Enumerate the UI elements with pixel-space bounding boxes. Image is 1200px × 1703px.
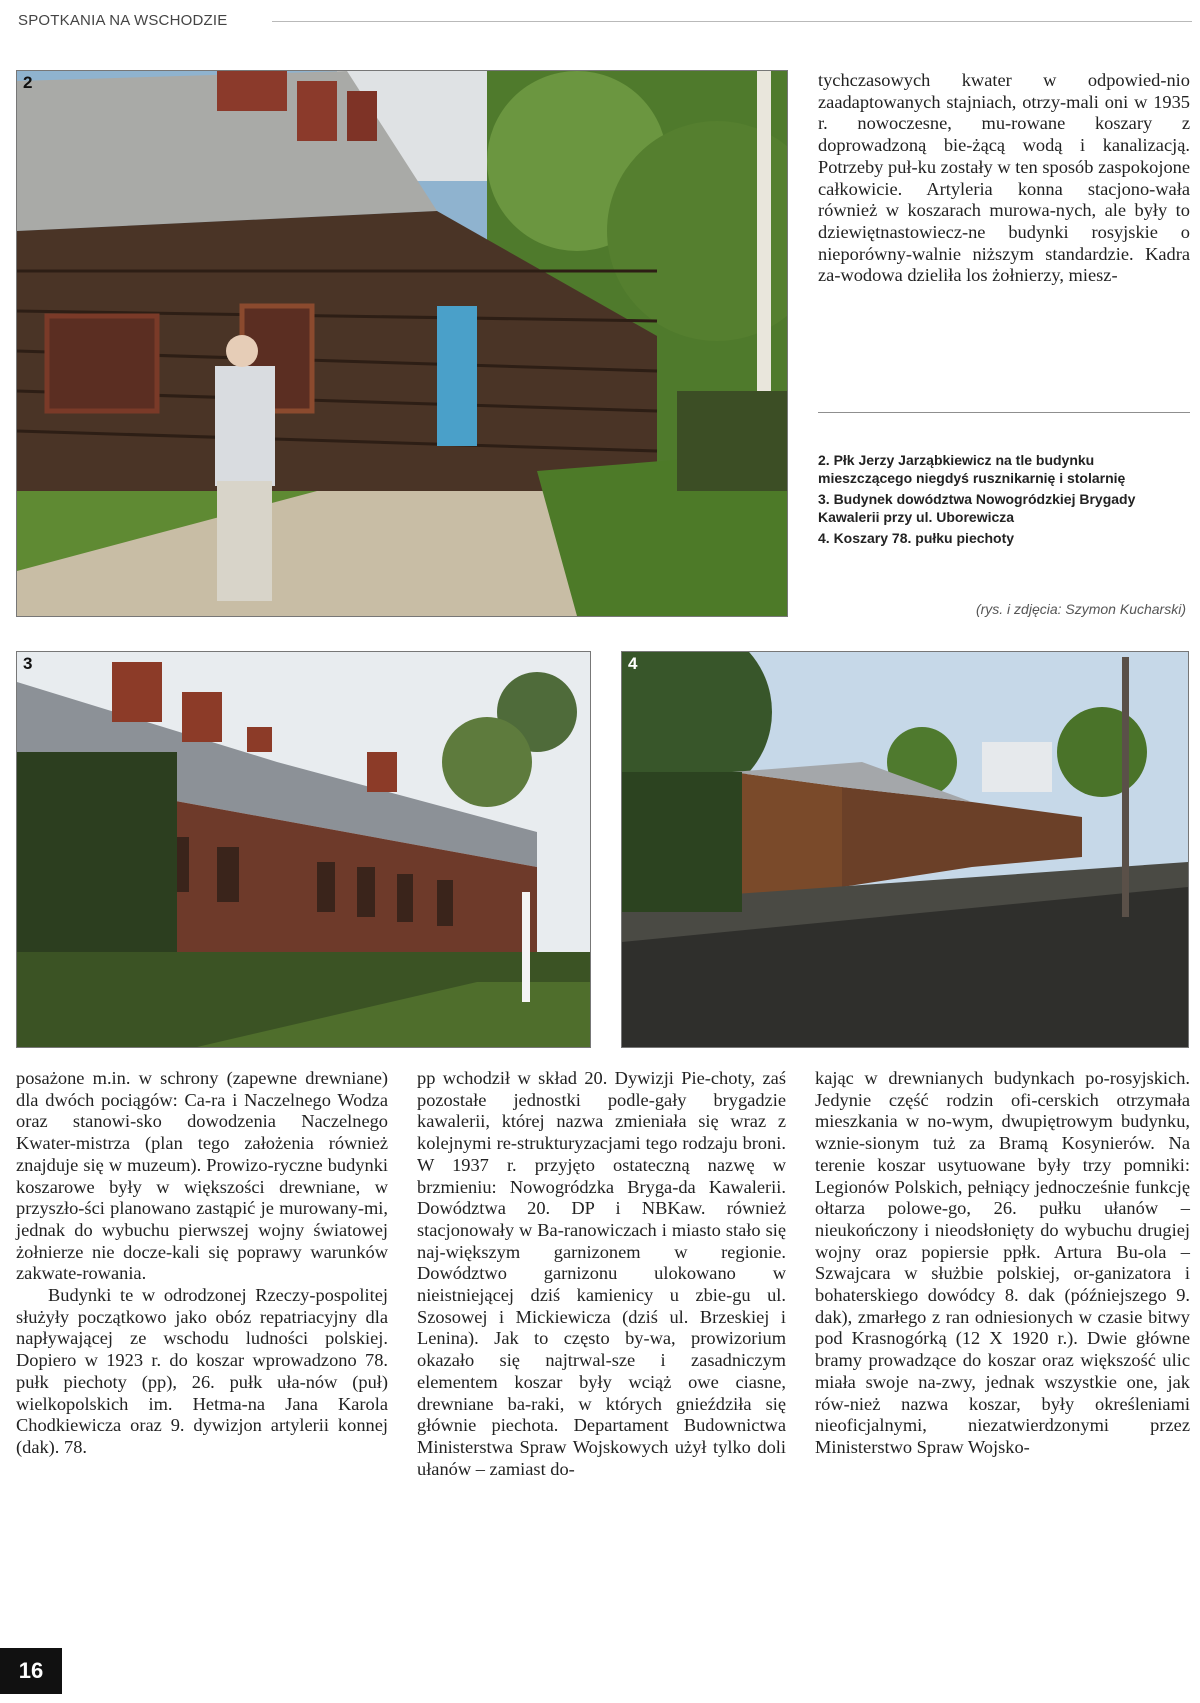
column-left-paragraph-2: Budynki te w odrodzonej Rzeczy-pospolitej służyły początkowo jako obóz repatriacyjny dla napływającej ze wschodu ludności polskiej. Dopiero w 1923 r. do koszar wprowadzono 78. pułk piechoty (pp), 26. pułk uła-nów (puł) wielkopolskich im. Hetma-na Jana Karola Chodkiewicza oraz 9. dywizjon artylerii konnej (dak). 78. — [16, 1285, 388, 1457]
photo-4 — [621, 651, 1189, 1048]
photo-4-image — [622, 652, 1188, 1047]
column-left-paragraph-1: posażone m.in. w schrony (zapewne drewniane) dla dwóch pociągów: Ca-ra i Naczelnego Wodza oraz stanowi-sko dowodzenia Naczelnego Kwater-mistrza (plan tego założenia również znajduje się w muzeum). Prowizo-ryczne budynki koszarowe były w większości drewniane, w przyszło-ści planowano zastąpić je murowany-mi, jednak do wybuchu pierwszej wojny światowej żołnierze nie docze-kali się poprawy warunków zakwate-rowania. — [16, 1068, 388, 1284]
page-number: 16 — [0, 1648, 62, 1694]
column-left — [16, 1068, 388, 1459]
caption-4: 4. Koszary 78. pułku piechoty — [818, 530, 1015, 546]
caption-2: 2. Płk Jerzy Jarząbkiewicz na tle budynku mieszczącego niegdyś rusznikarnię i stolarnię — [818, 452, 1126, 486]
caption-3: 3. Budynek dowództwa Nowogródzkiej Brygady Kawalerii przy ul. Uborewicza — [818, 491, 1136, 525]
column-middle: pp wchodził w skład 20. Dywizji Pie-choty, zaś pozostałe jednostki podle-gały brygadzie kawalerii, której nazwa zmieniała się wraz z kolejnymi re-strukturyzacjami tego rodzaju broni. W 1937 r. przyjęto ostateczną nazwę w brzmieniu: Nowogródzka Bryga-da Kawalerii. Dowództwa 20. DP i NBKaw. również stacjonowały w Ba-ranowiczach i miasto stało się naj-większym garnizonem w regionie. Dowództwo garnizonu ulokowano w nieistniejącej dziś kamienicy u zbie-gu ul. Szosowej i Mickiewicza (dziś ul. Brzeskiej i Lenina). Jak to często by-wa, prowizorium okazało się najtrwal-sze i zasadniczym elementem koszar były wciąż owe ciasne, drewniane ba-raki, w których gnieździła się głównie piechota. Departament Budownictwa Ministerstwa Spraw Wojskowych użył tylko doli ułanów – zamiast do- — [417, 1068, 786, 1479]
caption-divider — [818, 412, 1190, 413]
photo-4-number: 4 — [628, 654, 638, 673]
photo-3-image — [17, 652, 590, 1047]
running-header: SPOTKANIA NA WSCHODZIE — [18, 12, 228, 29]
photo-2-image — [17, 71, 787, 616]
photo-credit: (rys. i zdjęcia: Szymon Kucharski) — [975, 601, 1186, 617]
header-rule — [272, 21, 1192, 22]
photo-3 — [16, 651, 591, 1048]
photo-2-number: 2 — [23, 73, 33, 92]
intro-paragraph: tychczasowych kwater w odpowied-nio zaadaptowanych stajniach, otrzy-mali oni w 1935 r. nowoczesne, mu-rowane koszary z doprowadzoną bie-żącą wodą i kanalizacją. Potrzeby puł-ku zostały w ten sposób zaspokojone całkowicie. Artyleria konna stacjono-wała również w koszarach murowa-nych, ale były to dziewiętnastowiecz-ne budynki rosyjskie o nieporówny-walnie niższym standardzie. Kadra za-wodowa dzieliła los żołnierzy, miesz- — [818, 70, 1190, 286]
photo-2 — [16, 70, 788, 617]
column-right: kając w drewnianych budynkach po-rosyjskich. Jedynie część rodzin ofi-cerskich otrzymała mieszkania w no-wym, dwupiętrowym budynku, wznie-sionym tuż za Bramą Kosynierów. Na terenie koszar usytuowane były trzy pomniki: Legionów Polskich, pełniący jednocześnie funkcję ołtarza polowe-go, 26. pułku ułanów – nieukończony i nieodsłonięty do wybuchu drugiej wojny oraz popiersie ppłk. Artura Bu-ola – Szwajcara w służbie polskiej, or-ganizatora i bohaterskiego dowódcy 8. dak (późniejszego 9. dak), zmarłego z ran odniesionych w czasie bitwy pod Krasnogórką (12 X 1920 r.). Dwie główne bramy prowadzące do koszar oraz większość ulic miała swoje na-zwy, jednak wszystkie one, jak rów-nież nazwa koszar, były określeniami nieoficjalnymi, niezatwierdzonymi przez Ministerstwo Spraw Wojsko- — [815, 1068, 1190, 1457]
photo-3-number: 3 — [23, 654, 33, 673]
photo-captions — [818, 452, 1190, 552]
